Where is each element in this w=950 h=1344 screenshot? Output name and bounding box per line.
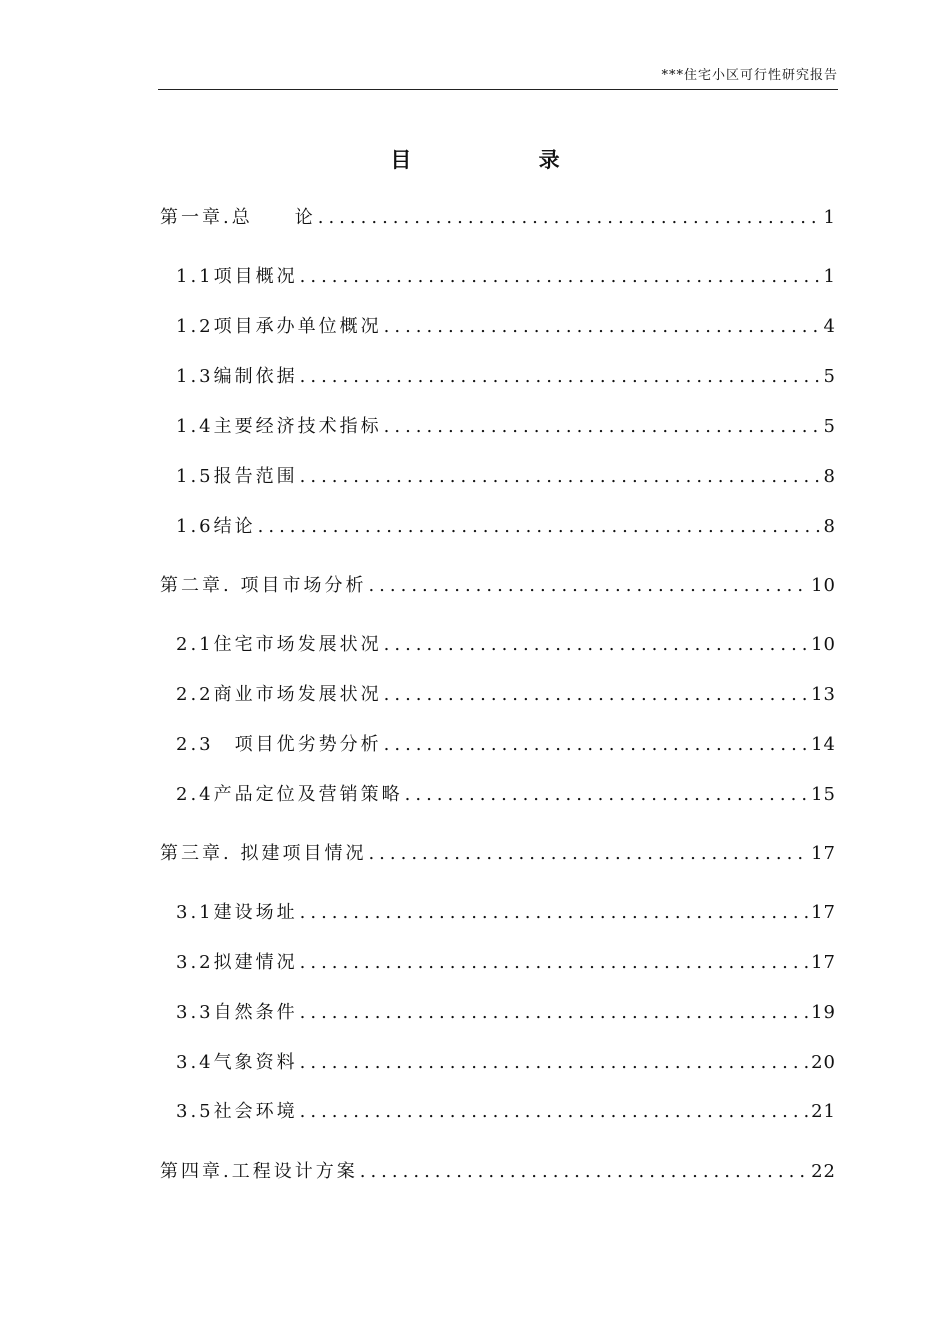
toc-section-entry[interactable]	[176, 262, 836, 292]
toc-section-entry[interactable]	[176, 362, 836, 392]
toc-entry-label: 1.1项目概况	[176, 266, 298, 287]
toc-entry-label: 2.4产品定位及营销策略	[176, 784, 403, 805]
toc-section-entry[interactable]	[176, 998, 836, 1028]
toc-entry-label: 第二章. 项目市场分析	[160, 575, 367, 596]
toc-chapter-entry[interactable]	[160, 571, 836, 601]
toc-section-entry[interactable]	[176, 412, 836, 442]
toc-section-entry[interactable]	[176, 1048, 836, 1078]
toc-section-entry[interactable]	[176, 512, 836, 542]
toc-section-entry[interactable]	[176, 730, 836, 760]
toc-dot-leader	[300, 898, 809, 928]
toc-dot-leader	[384, 630, 809, 660]
toc-entry-label: 第三章. 拟建项目情况	[160, 843, 367, 864]
toc-chapter-entry[interactable]	[160, 839, 836, 869]
toc-entry-label: 1.6结论	[176, 516, 256, 537]
toc-dot-leader	[360, 1157, 809, 1187]
toc-entry-label: 1.2项目承办单位概况	[176, 316, 382, 337]
toc-dot-leader	[368, 839, 809, 869]
toc-page-number: 15	[811, 784, 836, 805]
toc-entry-label: 3.1建设场址	[176, 902, 298, 923]
toc-chapter-entry[interactable]	[160, 203, 836, 233]
toc-dot-leader	[384, 312, 822, 342]
toc-dot-leader	[384, 412, 822, 442]
toc-page-number: 1	[823, 207, 836, 228]
toc-dot-leader	[300, 948, 809, 978]
toc-section-entry[interactable]	[176, 1097, 836, 1127]
toc-page-number: 21	[811, 1101, 836, 1122]
toc-page-number: 17	[811, 843, 836, 864]
toc-entry-label: 3.5社会环境	[176, 1101, 298, 1122]
toc-dot-leader	[300, 362, 822, 392]
toc-section-entry[interactable]	[176, 630, 836, 660]
toc-page-number: 1	[823, 266, 836, 287]
toc-page-number: 17	[811, 902, 836, 923]
toc-page-number: 10	[811, 634, 836, 655]
toc-entry-label: 第一章.总 论	[160, 207, 316, 228]
toc-page-number: 13	[811, 684, 836, 705]
toc-entry-label: 3.3自然条件	[176, 1002, 298, 1023]
running-header: ***住宅小区可行性研究报告	[158, 64, 838, 90]
toc-dot-leader	[300, 462, 822, 492]
toc-entry-label: 2.3 项目优劣势分析	[176, 734, 382, 755]
toc-section-entry[interactable]	[176, 680, 836, 710]
toc-entry-label: 1.5报告范围	[176, 466, 298, 487]
toc-entry-label: 3.4气象资料	[176, 1052, 298, 1073]
toc-page-number: 20	[811, 1052, 836, 1073]
toc-page-number: 4	[823, 316, 836, 337]
toc-page-number: 14	[811, 734, 836, 755]
toc-dot-leader	[258, 512, 822, 542]
toc-page-number: 17	[811, 952, 836, 973]
toc-page-number: 19	[811, 1002, 836, 1023]
toc-dot-leader	[300, 1097, 809, 1127]
toc-entry-label: 3.2拟建情况	[176, 952, 298, 973]
toc-dot-leader	[368, 571, 809, 601]
toc-entry-label: 2.1住宅市场发展状况	[176, 634, 382, 655]
toc-entry-label: 1.4主要经济技术指标	[176, 416, 382, 437]
toc-page-number: 8	[823, 466, 836, 487]
toc-dot-leader	[318, 203, 822, 233]
toc-page-number: 8	[823, 516, 836, 537]
toc-section-entry[interactable]	[176, 898, 836, 928]
toc-section-entry[interactable]	[176, 462, 836, 492]
toc-section-entry[interactable]	[176, 948, 836, 978]
toc-entry-label: 第四章.工程设计方案	[160, 1161, 358, 1182]
toc-chapter-entry[interactable]	[160, 1157, 836, 1187]
toc-entry-label: 1.3编制依据	[176, 366, 298, 387]
toc-section-entry[interactable]	[176, 780, 836, 810]
toc-section-entry[interactable]	[176, 312, 836, 342]
toc-entry-label: 2.2商业市场发展状况	[176, 684, 382, 705]
toc-dot-leader	[300, 998, 809, 1028]
toc-page-number: 10	[811, 575, 836, 596]
toc-page-number: 5	[823, 366, 836, 387]
toc-dot-leader	[300, 1048, 809, 1078]
toc-dot-leader	[405, 780, 809, 810]
toc-dot-leader	[384, 730, 809, 760]
page-title: 目 录	[390, 147, 620, 172]
toc-page-number: 22	[811, 1161, 836, 1182]
toc-dot-leader	[300, 262, 822, 292]
toc-page-number: 5	[823, 416, 836, 437]
toc-dot-leader	[384, 680, 809, 710]
